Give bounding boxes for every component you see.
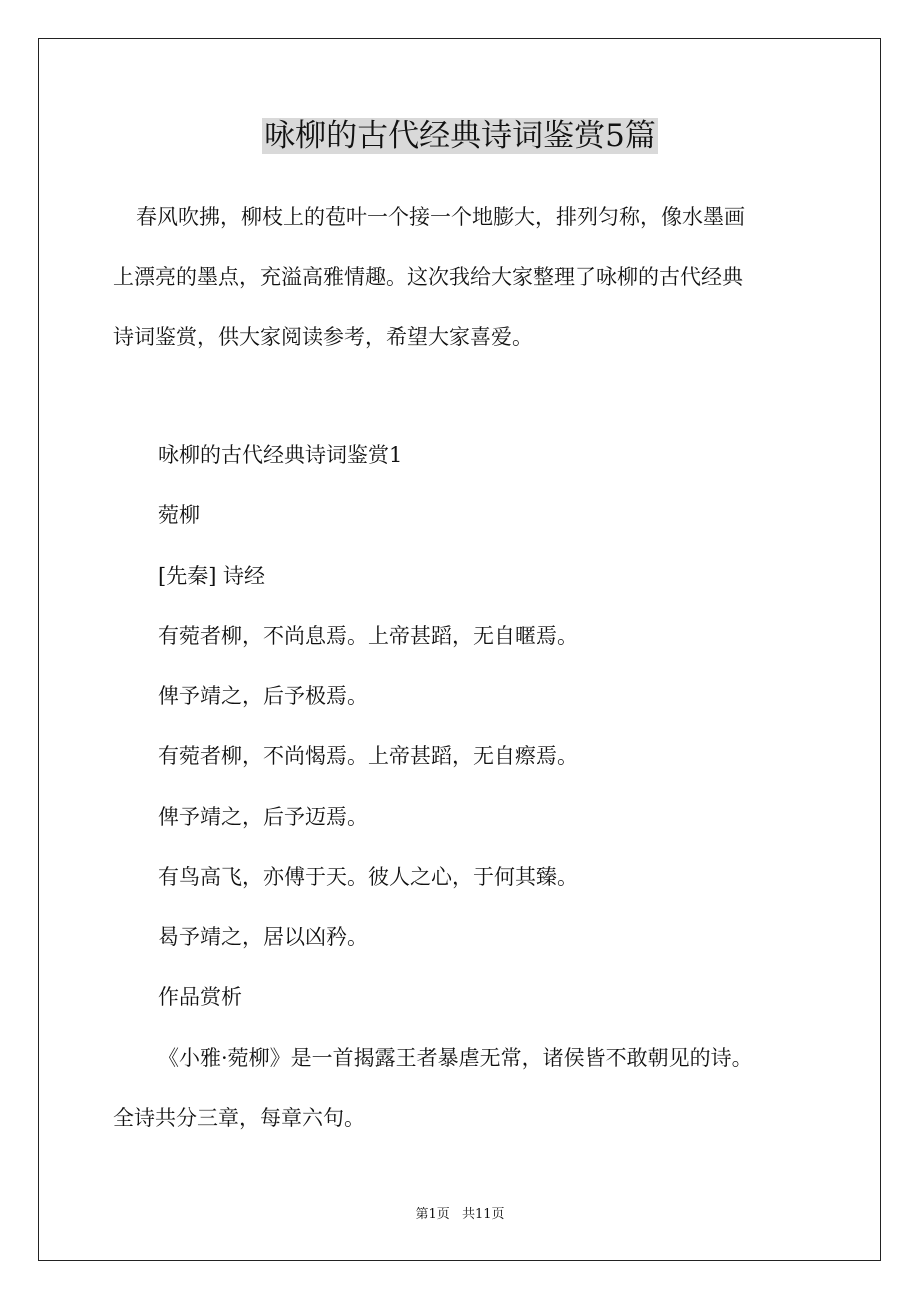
poem-author: [先秦] 诗经	[158, 564, 266, 588]
document-title	[0, 112, 920, 160]
page-footer	[0, 1206, 920, 1224]
poem-line-2: 俾予靖之，后予极焉。	[158, 684, 368, 708]
intro-line-1: 春风吹拂，柳枝上的苞叶一个接一个地膨大，排列匀称，像水墨画	[136, 205, 745, 229]
analysis-line-2: 全诗共分三章，每章六句。	[113, 1106, 365, 1130]
total-pages: 共11页	[461, 1207, 505, 1222]
analysis-line-1: 《小雅·菀柳》是一首揭露王者暴虐无常，诸侯皆不敢朝见的诗。	[158, 1046, 753, 1070]
page-number: 第1页	[415, 1207, 450, 1222]
poem-title: 菀柳	[158, 503, 200, 527]
poem-line-5: 有鸟高飞，亦傅于天。彼人之心，于何其臻。	[158, 865, 578, 889]
poem-line-3: 有菀者柳，不尚愒焉。上帝甚蹈，无自瘵焉。	[158, 744, 578, 768]
intro-line-3: 诗词鉴赏，供大家阅读参考，希望大家喜爱。	[113, 325, 533, 349]
intro-line-2: 上漂亮的墨点，充溢高雅情趣。这次我给大家整理了咏柳的古代经典	[113, 265, 743, 289]
poem-line-6: 曷予靖之，居以凶矜。	[158, 925, 368, 949]
analysis-heading: 作品赏析	[158, 985, 242, 1009]
poem-line-1: 有菀者柳，不尚息焉。上帝甚蹈，无自暱焉。	[158, 624, 578, 648]
section-heading: 咏柳的古代经典诗词鉴赏1	[158, 443, 403, 467]
document-title-text: 咏柳的古代经典诗词鉴赏5篇	[264, 118, 656, 154]
poem-line-4: 俾予靖之，后予迈焉。	[158, 805, 368, 829]
